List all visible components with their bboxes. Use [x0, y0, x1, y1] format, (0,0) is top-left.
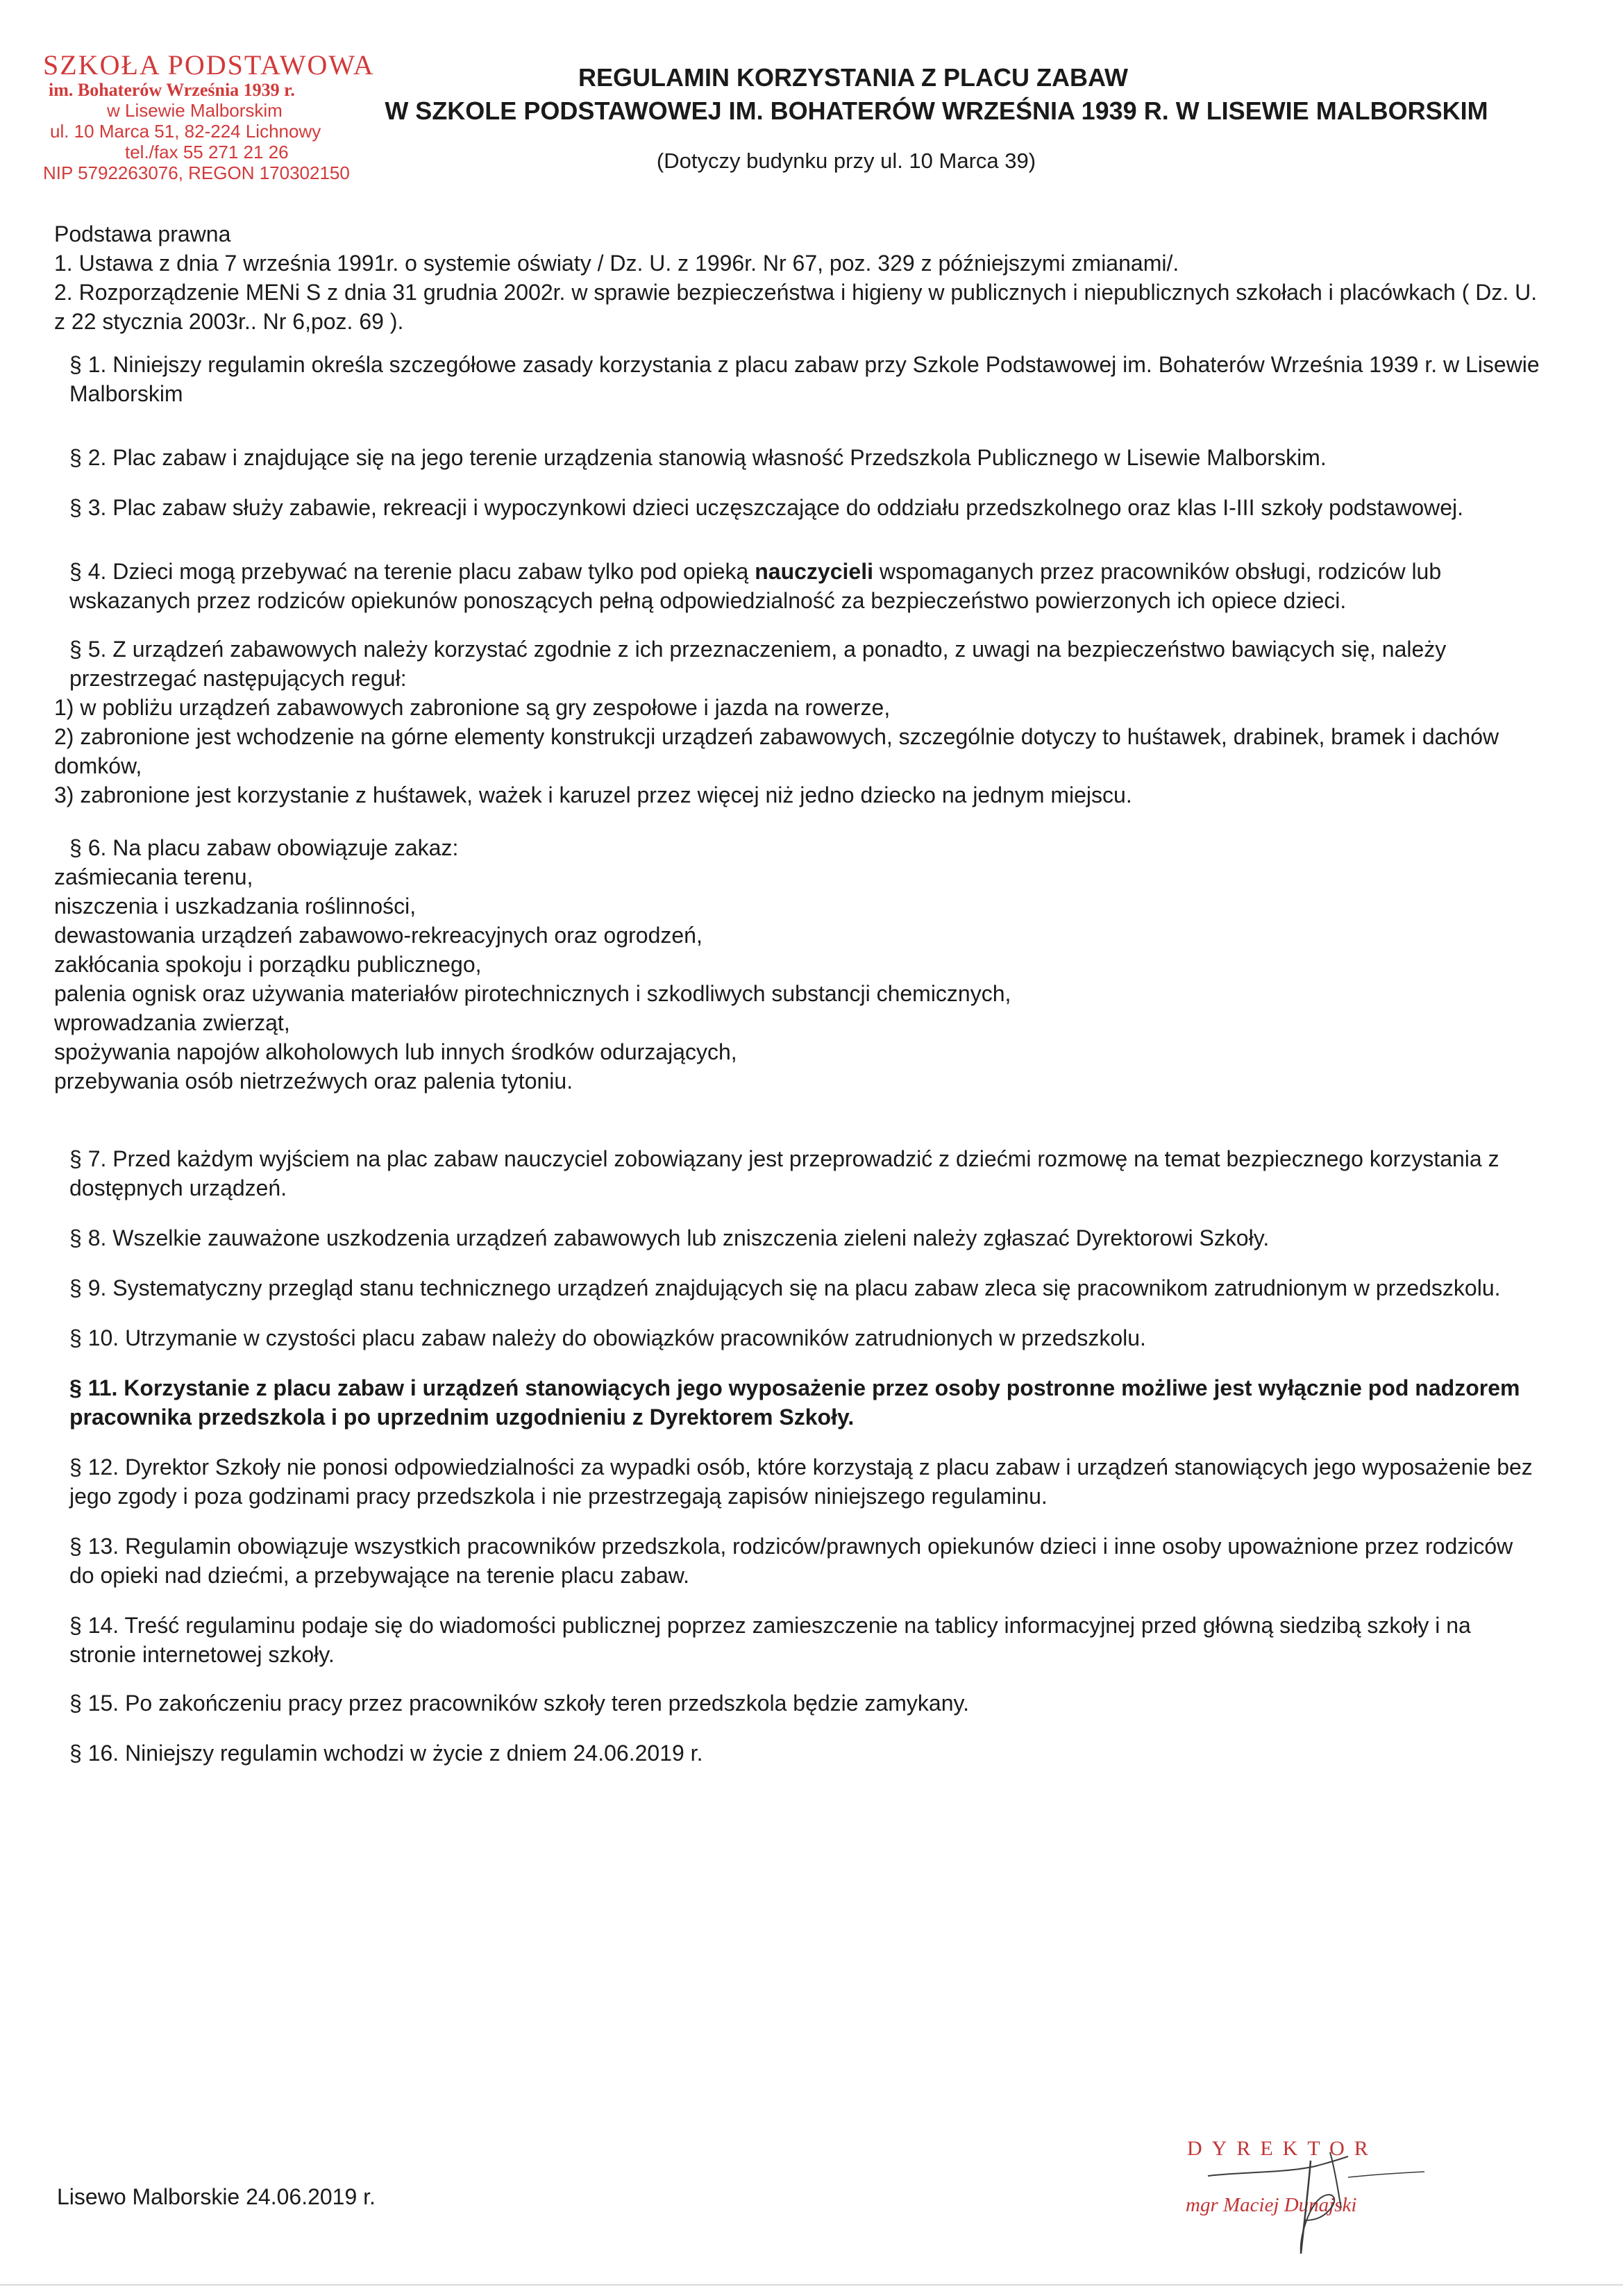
section-6-item: niszczenia i uszkadzania roślinności, [54, 894, 417, 919]
page-bottom-edge [0, 2284, 1623, 2286]
section-3: § 3. Plac zabaw służy zabawie, rekreacji i wypoczynkowi dzieci uczęszczające do oddziału przedszkolnego oraz klas I-III szkoły podstawowej. [69, 495, 1464, 520]
section-8: § 8. Wszelkie zauważone uszkodzenia urządzeń zabawowych lub zniszczenia zieleni należy zgłaszać Dyrektorowi Szkoły. [69, 1225, 1270, 1250]
section-15: § 15. Po zakończeniu pracy przez pracowników szkoły teren przedszkola będzie zamykany. [69, 1691, 970, 1716]
section-2: § 2. Plac zabaw i znajdujące się na jego terenie urządzenia stanowią własność Przedszkola Publicznego w Lisewie Malborskim. [69, 445, 1327, 470]
section-9: § 9. Systematyczny przegląd stanu technicznego urządzeń znajdujących się na placu zabaw zleca się pracownikom zatrudnionym w przedszkolu. [69, 1275, 1501, 1300]
stamp-locality: w Lisewie Malborskim [107, 100, 283, 121]
section-6-item: palenia ognisk oraz używania materiałów pirotechnicznych i szkodliwych substancji chemicznych, [54, 981, 1011, 1006]
section-4-text: § 4. Dzieci mogą przebywać na terenie placu zabaw tylko pod opieką [69, 559, 755, 584]
stamp-phone: tel./fax 55 271 21 26 [125, 142, 289, 162]
section-10: § 10. Utrzymanie w czystości placu zabaw należy do obowiązków pracowników zatrudnionych w przedszkolu. [69, 1325, 1146, 1350]
section-6-item: spożywania napojów alkoholowych lub innych środków odurzających, [54, 1039, 737, 1064]
section-6-item: dewastowania urządzeń zabawowo-rekreacyjnych oraz ogrodzeń, [54, 923, 703, 948]
legal-basis-item: 2. Rozporządzenie MENi S z dnia 31 grudnia 2002r. w sprawie bezpieczeństwa i higieny w publicznych i niepublicznych szkołach i placówkach ( Dz. U. z 22 stycznia 2003r.. Nr 6,poz. 69 ). [54, 280, 1538, 334]
section-6-intro: § 6. Na placu zabaw obowiązuje zakaz: [69, 835, 459, 860]
section-14: § 14. Treść regulaminu podaje się do wiadomości publicznej poprzez zamieszczenie na tablicy informacyjnej przed główną siedzibą szkoły i na stronie internetowej szkoły. [69, 1613, 1471, 1667]
section-4 [54, 557, 1540, 615]
legal-basis-heading: Podstawa prawna [54, 221, 231, 246]
section-7: § 7. Przed każdym wyjściem na plac zabaw nauczyciel zobowiązany jest przeprowadzić z dziećmi rozmowę na temat bezpiecznego korzystania z dostępnych urządzeń. [69, 1146, 1499, 1200]
director-title: DYREKTOR [1187, 2137, 1378, 2160]
section-13: § 13. Regulamin obowiązuje wszystkich pracowników przedszkola, rodziców/prawnych opiekunów dzieci i inne osoby upoważnione przez rodziców do opieki nad dziećmi, a przebywające na terenie placu zabaw. [69, 1534, 1513, 1588]
document-header [0, 61, 1623, 175]
stamp-tax-ids: NIP 5792263076, REGON 170302150 [43, 162, 350, 183]
stamp-patron: im. Bohaterów Września 1939 r. [49, 80, 295, 100]
document-title-line2: W SZKOLE PODSTAWOWEJ IM. BOHATERÓW WRZEŚNIA 1939 R. W LISEWIE MALBORSKIM [385, 97, 1488, 125]
document-body [54, 219, 1540, 1768]
place-and-date: Lisewo Malborskie 24.06.2019 r. [57, 2184, 376, 2209]
section-6-item: przebywania osób nietrzeźwych oraz palenia tytoniu. [54, 1069, 573, 1093]
legal-basis-item: 1. Ustawa z dnia 7 września 1991r. o systemie oświaty / Dz. U. z 1996r. Nr 67, poz. 329 z późniejszymi zmianami/. [54, 251, 1179, 276]
section-5-rule: 2) zabronione jest wchodzenie na górne elementy konstrukcji urządzeń zabawowych, szczególnie dotyczy to huśtawek, drabinek, bramek i dachów domków, [54, 724, 1499, 778]
section-5-intro: § 5. Z urządzeń zabawowych należy korzystać zgodnie z ich przeznaczeniem, a ponadto, z uwagi na bezpieczeństwo bawiących się, należy przestrzegać następujących reguł: [69, 637, 1447, 691]
section-5-rule: 1) w pobliżu urządzeń zabawowych zabronione są gry zespołowe i jazda na rowerze, [54, 695, 891, 720]
handwritten-signature [1166, 2131, 1458, 2263]
section-1: § 1. Niniejszy regulamin określa szczegółowe zasady korzystania z placu zabaw przy Szkole Podstawowej im. Bohaterów Września 1939 r. w Lisewie Malborskim [69, 352, 1540, 406]
section-6-item: zaśmiecania terenu, [54, 864, 253, 889]
director-name: mgr Maciej Dunajski [1186, 2194, 1357, 2216]
section-6-item: zakłócania spokoju i porządku publicznego, [54, 952, 482, 977]
section-16: § 16. Niniejszy regulamin wchodzi w życie z dniem 24.06.2019 r. [69, 1741, 703, 1766]
section-4-emphasis: nauczycieli [755, 559, 873, 584]
director-signature-stamp [1166, 2131, 1458, 2263]
section-4-text-cont: wspomaganych przez pracowników obsługi, rodziców lub wskazanych przez rodziców opiekunów ponoszących pełną odpowiedzialność za bezpieczeństwo powierzonych ich opiece dzieci. [69, 559, 1442, 613]
stamp-address: ul. 10 Marca 51, 82-224 Lichnowy [50, 121, 321, 142]
stamp-school-name: SZKOŁA PODSTAWOWA [43, 49, 375, 81]
section-12: § 12. Dyrektor Szkoły nie ponosi odpowiedzialności za wypadki osób, które korzystają z placu zabaw i urządzeń stanowiących jego wyposażenie bez jego zgody i poza godzinami pracy przedszkola i nie przestrzegają zapisów niniejszego regulaminu. [69, 1455, 1533, 1509]
section-6-item: wprowadzania zwierząt, [54, 1010, 290, 1035]
section-5-rule: 3) zabronione jest korzystanie z huśtawek, ważek i karuzel przez więcej niż jedno dziecko na jednym miejscu. [54, 782, 1132, 807]
section-11: § 11. Korzystanie z placu zabaw i urządzeń stanowiących jego wyposażenie przez osoby postronne możliwe jest wyłącznie pod nadzorem pracownika przedszkola i po uprzednim uzgodnieniu z Dyrektorem Szkoły. [69, 1375, 1520, 1430]
document-title: REGULAMIN KORZYSTANIA Z PLACU ZABAW [578, 63, 1128, 92]
document-subtitle: (Dotyczy budynku przy ul. 10 Marca 39) [656, 149, 1036, 173]
